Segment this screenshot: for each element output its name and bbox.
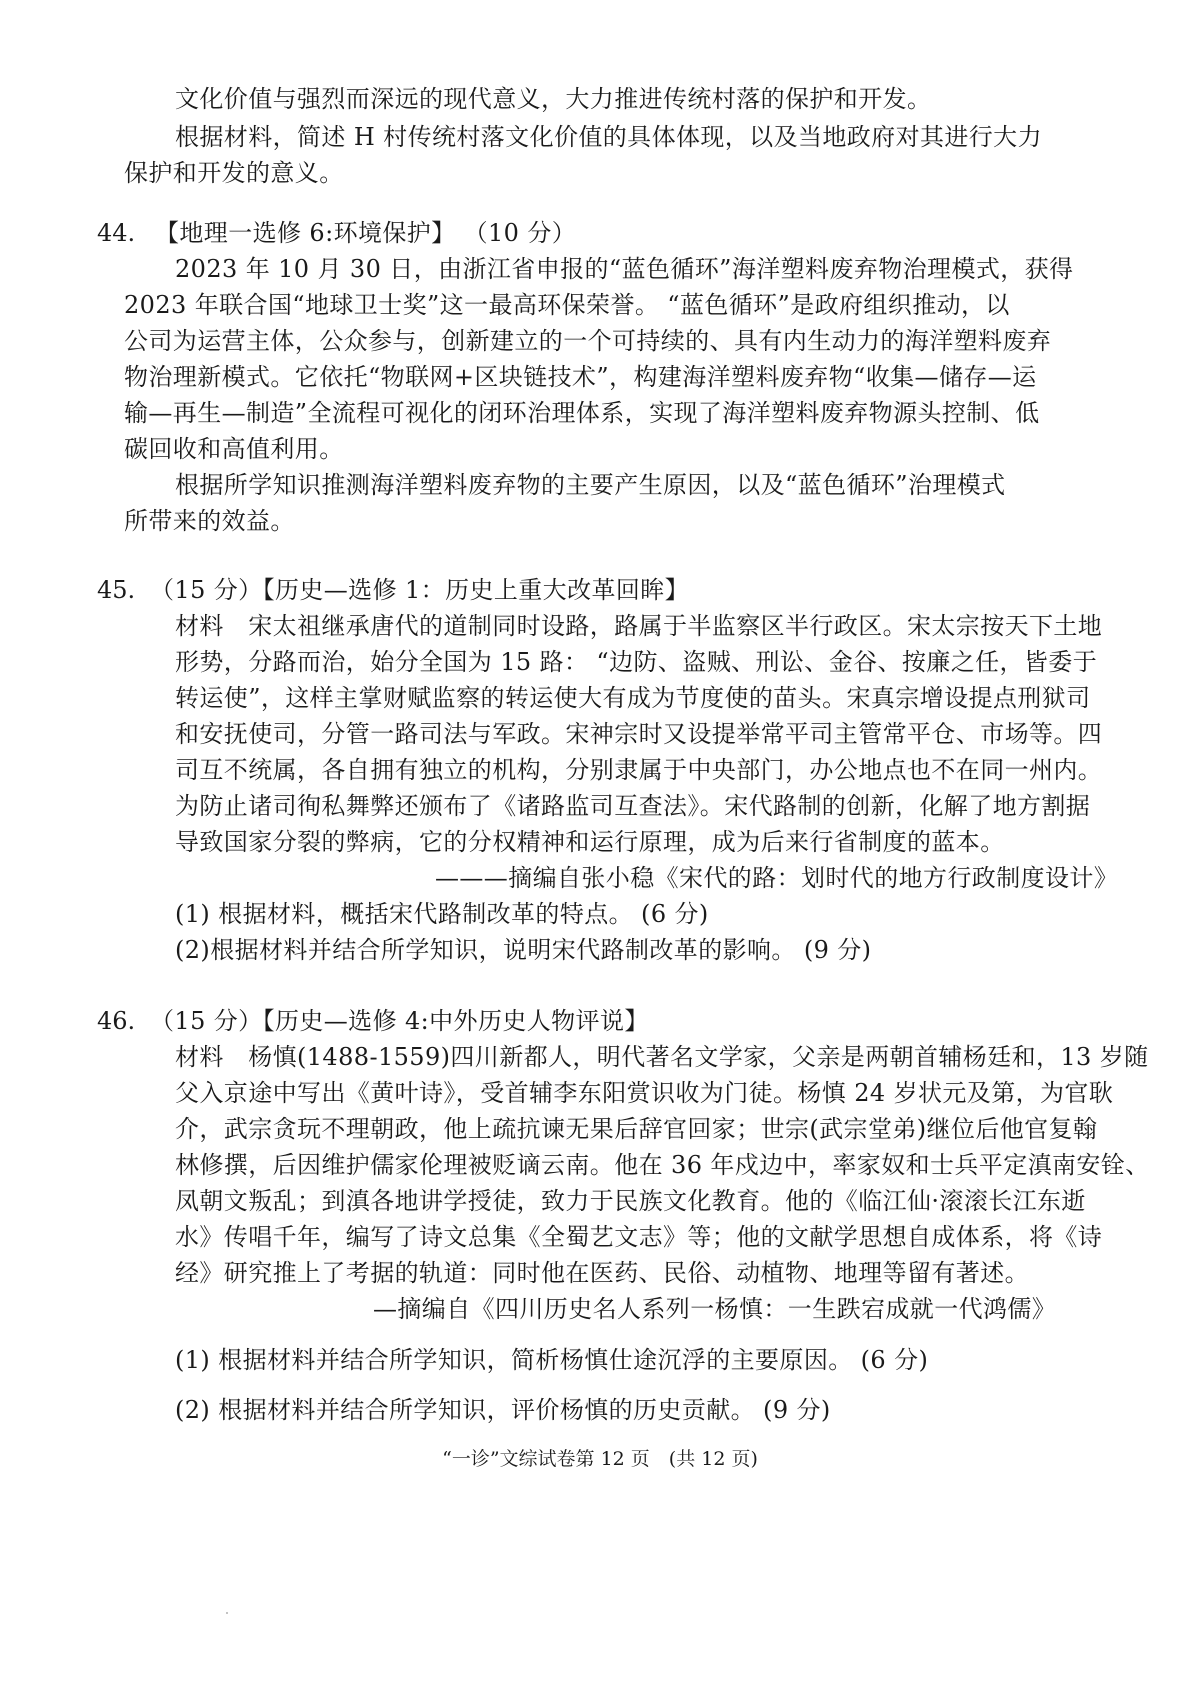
q45-header: （15 分）【历史—选修 1：历史上重大改革回眸】 (150, 576, 690, 604)
q44-number: 44. (97, 219, 136, 247)
q45-source: ———摘编自张小稳《宋代的路：划时代的地方行政制度设计》 (435, 864, 1119, 892)
q44-paragraph-line: 公司为运营主体，公众参与，创新建立的一个可持续的、具有内生动力的海洋塑料废弃 (124, 327, 1052, 355)
q44-header: 【地理一选修 6:环境保护】 （10 分） (155, 219, 577, 247)
q44-paragraph-line: 输—再生—制造”全流程可视化的闭环治理体系，实现了海洋塑料废弃物源头控制、低 (124, 399, 1040, 427)
q46-material-line: 林修撰，后因维护儒家伦理被贬谪云南。他在 36 年戍边中，率家奴和士兵平定滇南安铨、 (175, 1151, 1150, 1179)
q46-material-line: 材料 杨慎(1488-1559)四川新都人，明代著名文学家，父亲是两朝首辅杨廷和，13 岁随 (175, 1043, 1149, 1071)
q46-subquestion-1: (1) 根据材料并结合所学知识，简析杨慎仕途沉浮的主要原因。 (6 分) (175, 1346, 929, 1374)
q45-material-line: 司互不统属，各自拥有独立的机构，分别隶属于中央部门，办公地点也不在同一州内。 (175, 756, 1103, 784)
q46-material-line: 介，武宗贪玩不理朝政，他上疏抗谏无果后辞官回家；世宗(武宗堂弟)继位后他官复翰 (175, 1115, 1098, 1143)
q45-material-line: 转运使”，这样主掌财赋监察的转运使大有成为节度使的苗头。宋真宗增设提点刑狱司 (175, 684, 1091, 712)
q45-subquestion-2: (2)根据材料并结合所学知识，说明宋代路制改革的影响。 (9 分) (175, 936, 872, 964)
q43-prompt-line: 根据材料，简述 H 村传统村落文化价值的具体体现，以及当地政府对其进行大力 (175, 123, 1042, 151)
q43-text-line: 文化价值与强烈而深远的现代意义，大力推进传统村落的保护和开发。 (175, 85, 932, 113)
q46-material-line: 水》传唱千年，编写了诗文总集《全蜀艺文志》等；他的文献学思想自成体系，将《诗 (175, 1223, 1103, 1251)
q44-prompt-line: 根据所学知识推测海洋塑料废弃物的主要产生原因，以及“蓝色循环”治理模式 (175, 471, 1006, 499)
q44-prompt-line: 所带来的效益。 (124, 507, 295, 535)
q44-paragraph-line: 碳回收和高值利用。 (124, 435, 344, 463)
q45-material-line: 导致国家分裂的弊病，它的分权精神和运行原理，成为后来行省制度的蓝本。 (175, 828, 1005, 856)
q45-subquestion-1: (1) 根据材料，概括宋代路制改革的特点。 (6 分) (175, 900, 709, 928)
q45-material-line: 和安抚使司，分管一路司法与军政。宋神宗时又设提举常平司主管常平仓、市场等。四 (175, 720, 1103, 748)
q46-header: （15 分）【历史—选修 4:中外历史人物评说】 (150, 1007, 649, 1035)
q46-number: 46. (97, 1007, 136, 1035)
q46-subquestion-2: (2) 根据材料并结合所学知识，评价杨慎的历史贡献。 (9 分) (175, 1396, 831, 1424)
q44-paragraph-line: 物治理新模式。它依托“物联网+区块链技术”，构建海洋塑料废弃物“收集—储存—运 (124, 363, 1037, 391)
q45-material-line: 材料 宋太祖继承唐代的道制同时设路，路属于半监察区半行政区。宋太宗按天下土地 (175, 612, 1103, 640)
q45-material-line: 为防止诸司徇私舞弊还颁布了《诸路监司互查法》。宋代路制的创新，化解了地方割据 (175, 792, 1091, 820)
q44-paragraph-line: 2023 年 10 月 30 日，由浙江省申报的“蓝色循环”海洋塑料废弃物治理模式，获得 (175, 255, 1074, 283)
q46-material-line: 经》研究推上了考据的轨道：同时他在医药、民俗、动植物、地理等留有著述。 (175, 1259, 1029, 1287)
q44-paragraph-line: 2023 年联合国“地球卫士奖”这一最高环保荣誉。 “蓝色循环”是政府组织推动，以 (124, 291, 1010, 319)
page-footer: “一诊”文综试卷第 12 页 (共 12 页) (442, 1448, 758, 1470)
q46-material-line: 凤朝文叛乱；到滇各地讲学授徒，致力于民族文化教育。他的《临江仙·滚滚长江东逝 (175, 1187, 1086, 1215)
q43-prompt-line: 保护和开发的意义。 (124, 159, 344, 187)
scan-speck (226, 1612, 228, 1614)
q46-material-line: 父入京途中写出《黄叶诗》，受首辅李东阳赏识收为门徒。杨慎 24 岁状元及第，为官耿 (175, 1079, 1114, 1107)
q45-number: 45. (97, 576, 136, 604)
q46-source: —摘编自《四川历史名人系列一杨慎：一生跌宕成就一代鸿儒》 (373, 1295, 1057, 1323)
q45-material-line: 形势，分路而治，始分全国为 15 路： “边防、盗贼、刑讼、金谷、按廉之任，皆委于 (175, 648, 1098, 676)
